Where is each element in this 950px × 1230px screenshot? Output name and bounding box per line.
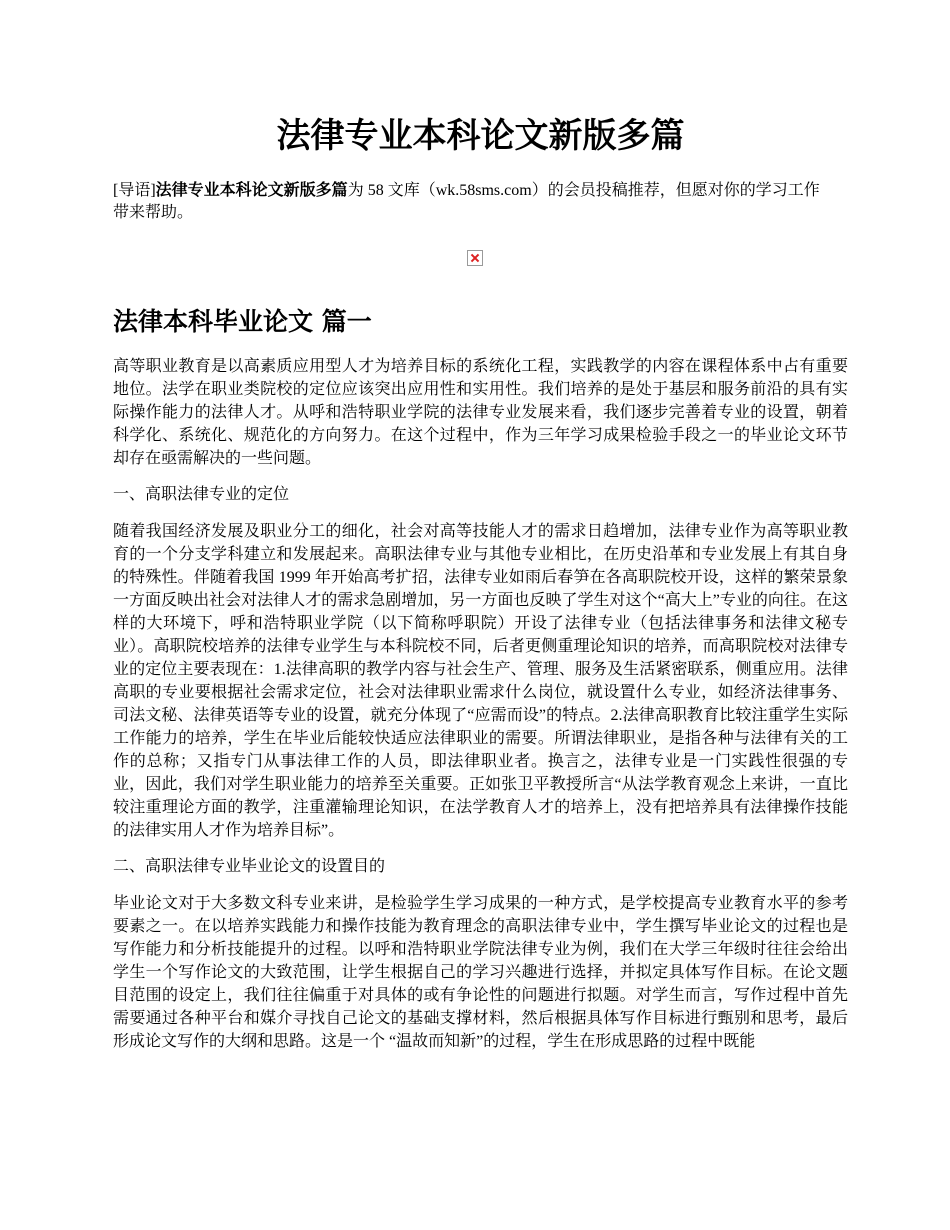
paragraph-1: 高等职业教育是以高素质应用型人才为培养目标的系统化工程，实践教学的内容在课程体系中占有重要地位。法学在职业类院校的定位应该突出应用性和实用性。我们培养的是处于基层和服务前沿的具有实际操作能力的法律人才。从呼和浩特职业学院的法律专业发展来看，我们逐步完善着专业的设置，朝着科学化、系统化、规范化的方向努力。在这个过程中，作为三年学习成果检验手段之一的毕业论文环节却存在亟需解决的一些问题。 [113,358,848,467]
subheading-1: 一、高职法律专业的定位 [113,486,290,503]
section-title: 法律本科毕业论文 篇一 [113,307,372,336]
paragraph-2: 随着我国经济发展及职业分工的细化，社会对高等技能人才的需求日趋增加，法律专业作为高等职业教育的一个分支学科建立和发展起来。高职法律专业与其他专业相比，在历史沿革和专业发展上有其自身的特殊性。伴随着我国 1999 年开始高考扩招，法律专业如雨后春笋在各高职院校开设，这样的繁荣景象一方面反映出社会对法律人才的需求急剧增加，另一方面也反映了学生对这个“高大上”专业的向往。在这样的大环境下，呼和浩特职业学院（以下简称呼职院）开设了法律专业（包括法律事务和法律文秘专业）。高职院校培养的法律专业学生与本科院校不同，后者更侧重理论知识的培养，而高职院校对法律专业的定位主要表现在：1.法律高职的教学内容与社会生产、管理、服务及生活紧密联系，侧重应用。法律高职的专业要根据社会需求定位，社会对法律职业需求什么岗位，就设置什么专业，如经济法律事务、司法文秘、法律英语等专业的设置，就充分体现了“应需而设”的特点。2.法律高职教育比较注重学生实际工作能力的培养，学生在毕业后能较快适应法律职业的需要。所谓法律职业，是指各种与法律有关的工作的总称；又指专门从事法律工作的人员，即法律职业者。换言之，法律专业是一门实践性很强的专业，因此，我们对学生职业能力的培养至关重要。正如张卫平教授所言“从法学教育观念上来讲，一直比较注重理论方面的教学，注重灌输理论知识，在法学教育人才的培养上，没有把培养具有法律操作技能的法律实用人才作为培养目标”。 [113,523,848,839]
intro-paragraph [113,180,828,224]
intro-rest: 为 58 文库（wk.58sms.com）的会员投稿推荐，但愿对你的学习工作带来帮助。 [113,182,820,221]
subheading-2: 二、高职法律专业毕业论文的设置目的 [113,858,386,875]
article-body [113,355,848,1066]
intro-prefix: [导语] [113,182,156,199]
broken-image-icon [467,250,483,266]
intro-bold-title: 法律专业本科论文新版多篇 [155,182,348,199]
paragraph-3: 毕业论文对于大多数文科专业来讲，是检验学生学习成果的一种方式，是学校提高专业教育水平的参考要素之一。在以培养实践能力和操作技能为教育理念的高职法律专业中，学生撰写毕业论文的过程也是写作能力和分析技能提升的过程。以呼和浩特职业学院法律专业为例，我们在大学三年级时往往会给出学生一个写作论文的大致范围，让学生根据自己的学习兴趣进行选择，并拟定具体写作目标。在论文题目范围的设定上，我们往往偏重于对具体的或有争论性的问题进行拟题。对学生而言，写作过程中首先需要通过各种平台和媒介寻找自己论文的基础支撑材料，然后根据具体写作目标进行甄别和思考，最后形成论文写作的大纲和思路。这是一个 “温故而知新”的过程，学生在形成思路的过程中既能 [113,895,848,1050]
document-title: 法律专业本科论文新版多篇 [276,116,685,156]
